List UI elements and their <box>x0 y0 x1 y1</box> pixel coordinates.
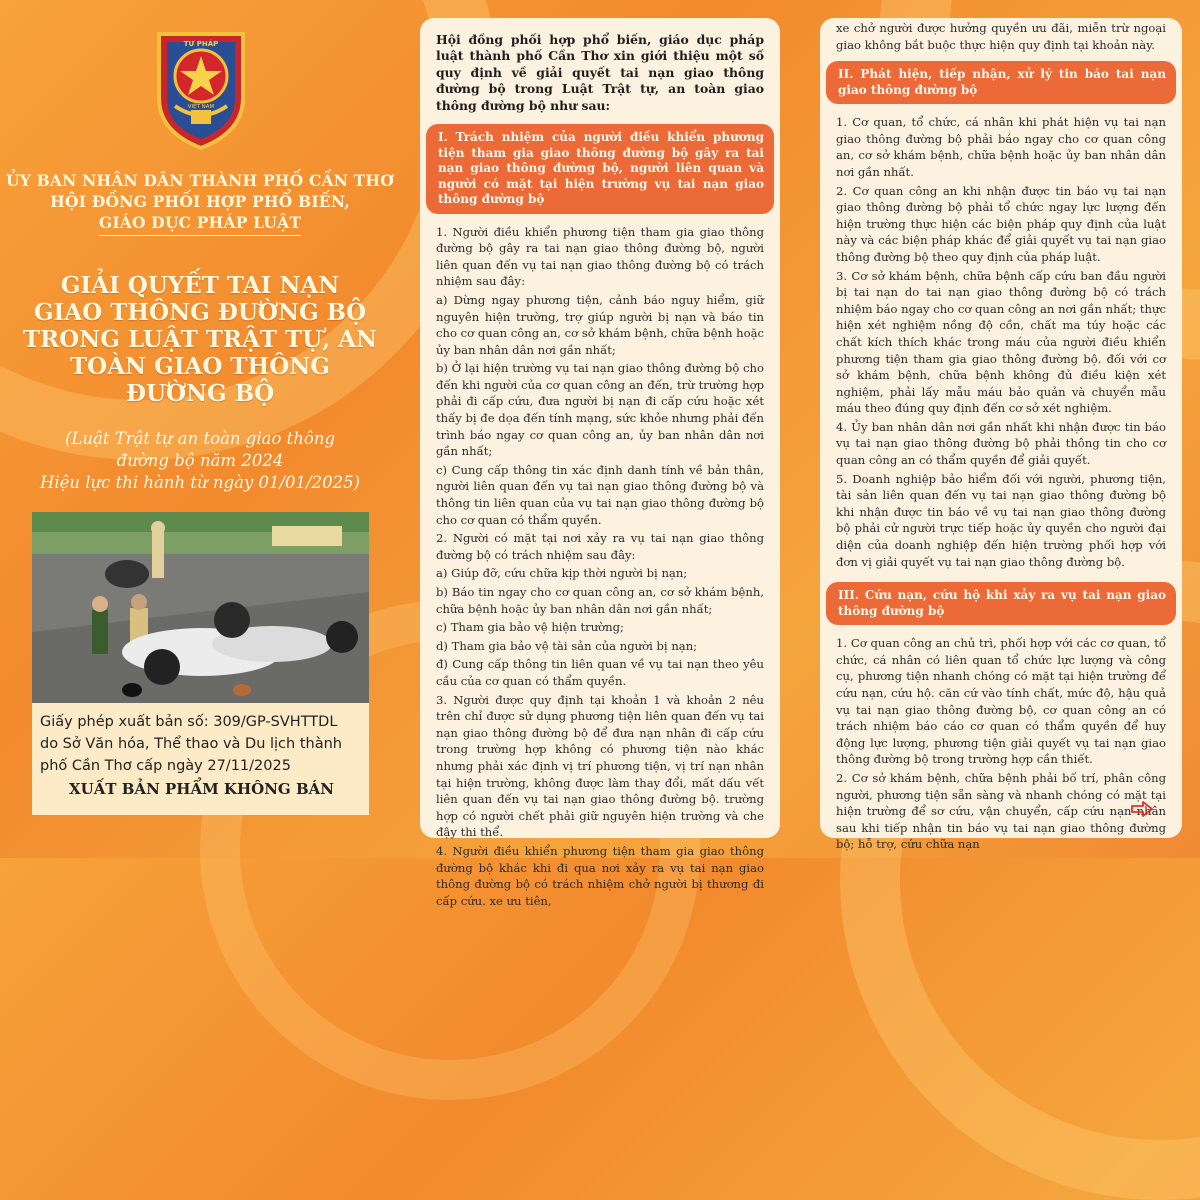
middle-content-card <box>420 18 780 908</box>
svg-text:VIỆT NAM: VIỆT NAM <box>187 104 215 110</box>
publication-license <box>32 703 369 815</box>
section-3-heading: III. Cứu nạn, cứu hộ khi xảy ra vụ tai nạn giao thông đường bộ <box>826 582 1176 625</box>
continuation-paragraph: xe chở người được hưởng quyền ưu đãi, miễn trừ ngoại giao không bắt buộc thực hiện quy định tại khoản này. <box>836 21 1166 52</box>
org-line: ỦY BAN NHÂN DÂN THÀNH PHỐ CẦN THƠ <box>6 171 394 190</box>
next-page-arrow-icon[interactable] <box>1130 800 1154 818</box>
paragraph: a) Giúp đỡ, cứu chữa kịp thời người bị nạn; <box>436 566 688 581</box>
license-line: do Sở Văn hóa, Thể thao và Du lịch thành <box>40 736 342 752</box>
paragraph: 4. Ủy ban nhân dân nơi gần nhất khi nhận được tin báo vụ tai nạn giao thông đường bộ phải thông tin cho cơ quan công an có thẩm quyền để giải quyết. <box>836 419 1166 468</box>
cover-panel <box>0 0 400 858</box>
paragraph: c) Cung cấp thông tin xác định danh tính về bản thân, người liên quan đến vụ tai nạn giao thông đường bộ và thông tin liên quan của vụ tai nạn giao thông đường bộ cho cơ quan có thẩm quyền. <box>436 462 764 527</box>
license-line: phố Cần Thơ cấp ngày 27/11/2025 <box>40 758 291 774</box>
paragraph: 4. Người điều khiển phương tiện tham gia giao thông đường bộ khác khi đi qua nơi xảy ra vụ tai nạn giao thông đường bộ có trách nhiệm chở người bị thương đi cấp cứu. xe ưu tiên, <box>436 843 764 908</box>
paragraph: 3. Người được quy định tại khoản 1 và khoản 2 nêu trên chỉ được sử dụng phương tiện liên quan đến vụ tai nạn giao thông đường bộ để đưa nạn nhân đi cấp cứu trong trường hợp không có phương tiện nào khác nhưng phải xác định vị trí phương tiện, vị trí nạn nhân tại hiện trường, không được làm thay đổi, mất dấu vết liên quan đến vụ tai nạn giao thông đường bộ. trường hợp có người chết phải giữ nguyên hiện trường và che đậy thi thể. <box>436 692 764 840</box>
paragraph: d) Tham gia bảo vệ tài sản của người bị nạn; <box>436 638 698 653</box>
org-line: GIÁO DỤC PHÁP LUẬT <box>99 212 301 236</box>
page-title <box>20 272 380 407</box>
section-1-heading: I. Trách nhiệm của người điều khiển phương tiện tham gia giao thông đường bộ gây ra tai nạn giao thông đường bộ, người liên quan và người có mặt tại hiện trường vụ tai nạn giao thông đường bộ <box>426 124 774 214</box>
paragraph: 1. Người điều khiển phương tiện tham gia giao thông đường bộ gây ra tai nạn giao thông đường bộ, người liên quan đến vụ tai nạn giao thông đường bộ có trách nhiệm sau đây: <box>436 224 764 289</box>
title-line: TRONG LUẬT TRẬT TỰ, AN <box>22 326 378 353</box>
organization-header <box>0 170 400 236</box>
svg-text:TƯ PHÁP: TƯ PHÁP <box>183 40 219 48</box>
right-content-card <box>820 18 1182 852</box>
intro-paragraph: Hội đồng phối hợp phổ biến, giáo dục pháp luật thành phố Cần Thơ xin giới thiệu một số quy định về giải quyết tai nạn giao thông đường bộ trong Luật Trật tự, an toàn giao thông đường bộ như sau: <box>436 32 764 113</box>
paragraph: c) Tham gia bảo vệ hiện trường; <box>436 620 624 635</box>
police-emblem-icon <box>151 28 251 150</box>
not-for-sale-label: XUẤT BẢN PHẨM KHÔNG BÁN <box>69 780 334 798</box>
paragraph: 5. Doanh nghiệp bảo hiểm đối với người, phương tiện, tài sản liên quan đến vụ tai nạn giao thông đường bộ khi nhận được tin báo về vụ tai nạn giao thông đường bộ phải cử người trực tiếp hoặc ủy quyền cho người đại diện của doanh nghiệp đến hiện trường phối hợp với đơn vị giải quyết vụ tai nạn giao thông đường bộ. <box>836 471 1166 569</box>
subtitle-line: (Luật Trật tự an toàn giao thông <box>64 429 336 448</box>
section-2-heading: II. Phát hiện, tiếp nhận, xử lý tin báo tai nạn giao thông đường bộ <box>826 61 1176 104</box>
title-line: GIẢI QUYẾT TAI NẠN <box>60 272 340 299</box>
subtitle-line: Hiệu lực thi hành từ ngày 01/01/2025) <box>39 473 361 492</box>
org-line: HỘI ĐỒNG PHỐI HỢP PHỔ BIẾN, <box>50 192 350 211</box>
paragraph: 3. Cơ sở khám bệnh, chữa bệnh cấp cứu ban đầu người bị tai nạn do tai nạn giao thông đường bộ có trách nhiệm báo ngay cho cơ quan công an nơi gần nhất; thực hiện xét nghiệm nồng độ cồn, chất ma túy hoặc các chất kích thích khác trong máu của người điều khiển phương tiện tham gia giao thông đường bộ. đối với cơ sở khám bệnh, chữa bệnh không đủ điều kiện xét nghiệm, phải lấy mẫu máu bảo quản và chuyển mẫu máu theo đúng quy định đến cơ sở xét nghiệm. <box>836 268 1166 416</box>
paragraph: b) Ở lại hiện trường vụ tai nạn giao thông đường bộ cho đến khi người của cơ quan công an đến, trừ trường hợp phải đi cấp cứu, đưa người bị nạn đi cấp cứu hoặc xét thấy bị đe dọa đến tính mạng, sức khỏe nhưng phải đến trình báo ngay cơ quan công an, ủy ban nhân dân nơi gần nhất; <box>436 361 764 459</box>
law-subtitle <box>10 428 390 494</box>
title-line: GIAO THÔNG ĐƯỜNG BỘ <box>33 299 367 326</box>
paragraph: 1. Cơ quan công an chủ trì, phối hợp với các cơ quan, tổ chức, cá nhân có liên quan tổ chức lực lượng và công cụ, phương tiện nhanh chóng có mặt tại hiện trường để cứu nạn, cứu hộ. căn cứ vào tính chất, mức độ, hậu quả vụ tai nạn giao thông đường bộ, cơ quan công an có trách nhiệm báo cáo cơ quan có thẩm quyền để huy động lực lượng, phương tiện giải quyết vụ tai nạn giao thông đường bộ trong trường hợp cần thiết. <box>836 636 1166 767</box>
accident-scene-photo <box>32 512 369 704</box>
paragraph: b) Báo tin ngay cho cơ quan công an, cơ sở khám bệnh, chữa bệnh hoặc ủy ban nhân dân nơi gần nhất; <box>436 585 764 616</box>
title-line: TOÀN GIAO THÔNG <box>70 353 330 380</box>
license-line: Giấy phép xuất bản số: 309/GP-SVHTTDL <box>40 714 338 730</box>
paragraph: 2. Người có mặt tại nơi xảy ra vụ tai nạn giao thông đường bộ có trách nhiệm sau đây: <box>436 531 764 562</box>
paragraph: 1. Cơ quan, tổ chức, cá nhân khi phát hiện vụ tai nạn giao thông đường bộ phải báo ngay cho cơ quan công an, cơ sở khám bệnh, chữa bệnh hoặc ủy ban nhân dân nơi gần nhất. <box>836 115 1166 179</box>
paragraph: 2. Cơ sở khám bệnh, chữa bệnh phải bố trí, phân công người, phương tiện sẵn sàng và nhanh chóng có mặt tại hiện trường để sơ cứu, vận chuyển, cấp cứu nạn nhân sau khi tiếp nhận tin báo vụ tai nạn giao thông đường bộ; hỗ trợ, cứu chữa nạn <box>836 770 1166 852</box>
title-line: ĐƯỜNG BỘ <box>125 380 275 407</box>
paragraph: đ) Cung cấp thông tin liên quan về vụ tai nạn theo yêu cầu của cơ quan có thẩm quyền. <box>436 657 764 688</box>
paragraph: 2. Cơ quan công an khi nhận được tin báo vụ tai nạn giao thông đường bộ phải tổ chức ngay lực lượng đến hiện trường thực hiện các biện pháp quy định của luật này và các biện pháp khác để giải quyết vụ tai nạn giao thông đường bộ theo quy định của pháp luật. <box>836 183 1166 264</box>
subtitle-line: đường bộ năm 2024 <box>116 451 284 470</box>
paragraph: a) Dừng ngay phương tiện, cảnh báo nguy hiểm, giữ nguyên hiện trường, trợ giúp người bị nạn và báo tin cho cơ quan công an, cơ sở khám bệnh, chữa bệnh hoặc ủy ban nhân dân nơi gần nhất; <box>436 292 764 357</box>
